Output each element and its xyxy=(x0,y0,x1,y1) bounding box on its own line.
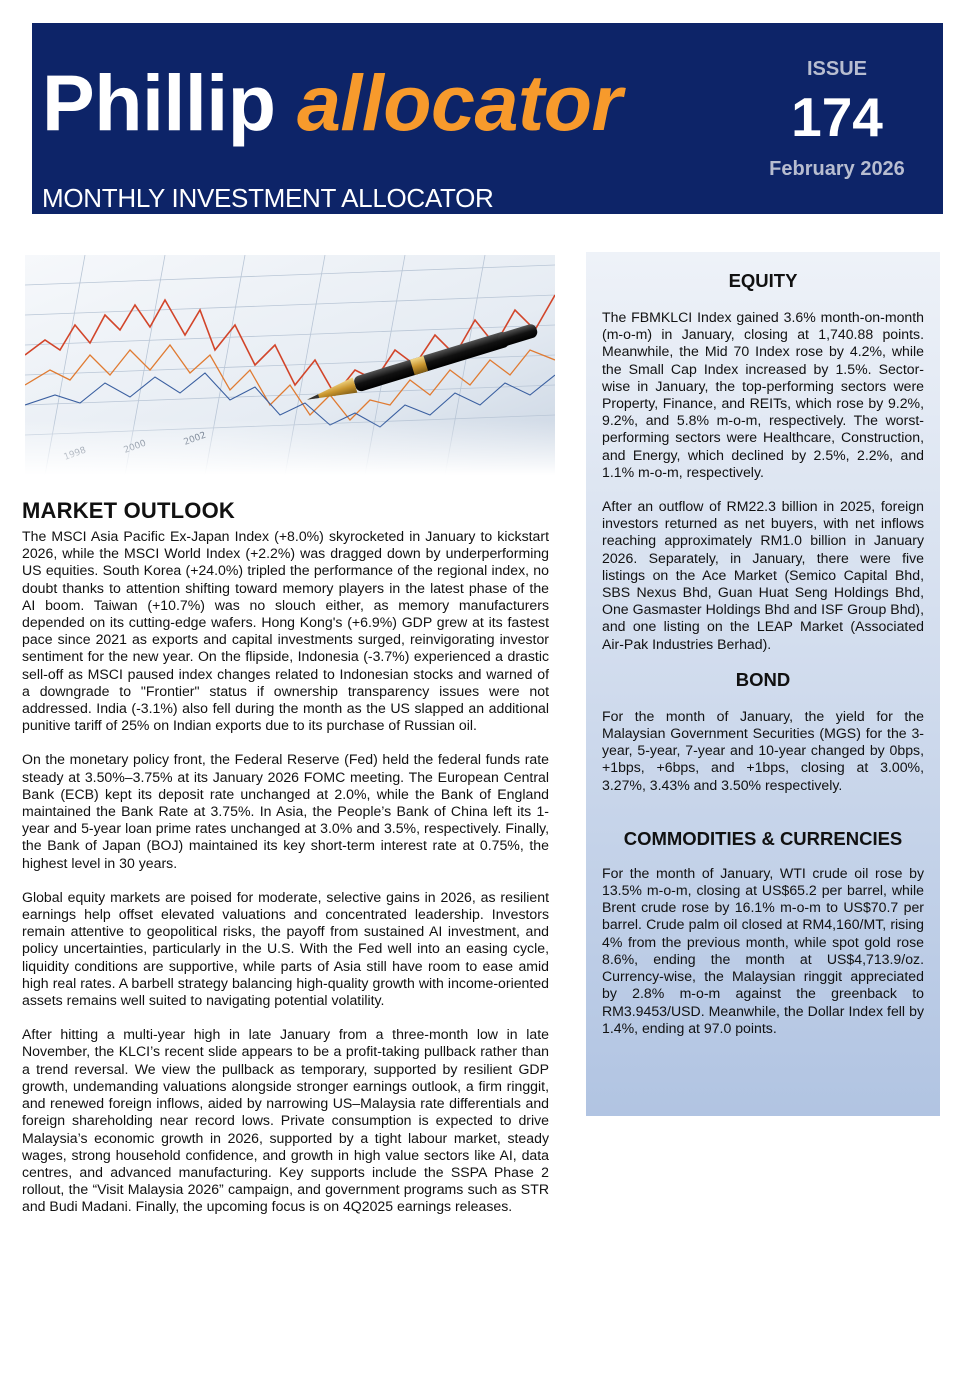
brand-logo xyxy=(42,58,622,147)
tagline: MONTHLY INVESTMENT ALLOCATOR xyxy=(42,183,494,213)
equity-title: EQUITY xyxy=(728,270,798,291)
market-outlook-paragraph-3: Global equity markets are poised for moderate, selective gains in 2026, as resilient earnings help offset elevated valuations and concentrated leadership. Investors remain attentive to geopolitical risks, the payoff from sustained AI investment, and policy uncertainties, particularly in the U.S. With the Fed well into an easing cycle, liquidity conditions are supportive, while parts of Asia still have room to ease amid high real rates. A barbell strategy balancing high-quality growth with income-oriented assets remains well suited to navigating potential volatility. xyxy=(22,888,549,1009)
commodities-currencies-title: COMMODITIES & CURRENCIES xyxy=(623,827,903,849)
market-outlook-section xyxy=(22,498,549,1233)
bond-paragraph-1: For the month of January, the yield for the Malaysian Government Securities (MGS) for the 3-year, 5-year, 7-year and 10-year changed by 0bps, +1bps, +6bps, and +1bps, closing at 3.00%, 3.27%, 3.43% and 3.50% respectively. xyxy=(602,707,924,793)
issue-number: 174 xyxy=(791,86,883,148)
sidebar-panel xyxy=(586,252,940,1116)
masthead-banner xyxy=(32,23,943,214)
equity-paragraph-2: After an outflow of RM22.3 billion in 2025, foreign investors returned as net buyers, with net inflows reaching approximately RM1.0 billion in January 2026. Separately, in January, there were five listings on the Ace Market (Semico Capital Bhd, SBS Nexus Bhd, Guan Huat Seng Holdings Bhd, One Gasmaster Holdings Bhd and ISF Group Bhd), and one listing on the LEAP Market (Associated Air-Pak Industries Berhad). xyxy=(602,498,924,652)
brand-word-phillip: Phillip xyxy=(42,58,276,147)
brand-word-allocator: allocator xyxy=(296,58,622,147)
market-outlook-paragraph-1: The MSCI Asia Pacific Ex-Japan Index (+8.0%) skyrocketed in January to kickstart 2026, while the MSCI World Index (+2.2%) was dragged down by underperforming US equities. South Korea (+24.0%) tripled the performance of the regional index, no doubt thanks to attention shifting toward memory players in the latest phase of the AI boom. Taiwan (+10.7%) was no slouch either, as memory manufacturers depended on its cutting-edge wafers. Hong Kong's (+6.9%) GDP grew at its fastest pace since 2021 as exports and capital investments surged, reinvigorating investor sentiment for the new year. On the flipside, Indonesia (-3.7%) experienced a drastic sell-off as MSCI paused index changes related to Indonesian stocks and warned of a downgrade to "Frontier" status if ownership transparency issues were not addressed. India (-3.1%) also fell during the month as the US slapped an additional punitive tariff of 25% on Indian exports due to its purchase of Russian oil. xyxy=(22,528,549,734)
commodities-paragraph-1: For the month of January, WTI crude oil rose by 13.5% m-o-m, closing at US$65.2 per barrel, while Brent crude rose by 16.1% m-o-m to US$70.7 per barrel. Crude palm oil closed at RM4,160/MT, rising 4% from the previous month, while spot gold rose 8.6%, ending the month at US$4,713.9/oz. Currency-wise, the Malaysian ringgit appreciated by 2.8% m-o-m against the greenback to RM3.9453/USD. Meanwhile, the Dollar Index fell by 1.4%, ending at 97.0 points. xyxy=(602,864,924,1036)
issue-date: February 2026 xyxy=(769,158,905,180)
market-outlook-title: MARKET OUTLOOK xyxy=(22,498,236,523)
market-outlook-paragraph-4: After hitting a multi-year high in late January from a three-month low in late November, the KLCI’s recent slide appears to be a profit-taking pullback rather than a trend reversal. We view the pullback as temporary, supported by resilient GDP growth, undemanding valuations alongside stronger earnings outlook, a firm ringgit, and renewed foreign inflows, aided by narrowing US–Malaysia rate differentials and foreign shareholding near record lows. Private consumption is expected to drive Malaysia’s economic growth in 2026, supported by a tight labour market, steady wages, strong household confidence, and growth in high value sectors like AI, data centres, and advanced manufacturing. Key supports include the SSPA Phase 2 rollout, the “Visit Malaysia 2026” campaign, and government programs such as STR and Budi Madani. Finally, the upcoming focus is on 4Q2025 earnings releases. xyxy=(22,1026,549,1215)
market-outlook-paragraph-2: On the monetary policy front, the Federal Reserve (Fed) held the federal funds rate steady at 3.50%–3.75% at its January 2026 FOMC meeting. The European Central Bank (ECB) kept its deposit rate unchanged at 2.0%, while the Bank of England maintained the Bank Rate at 3.75%. In Asia, the People’s Bank of China left its 1-year and 5-year loan prime rates unchanged at 3.0% and 3.5%, respectively. Finally, the Bank of Japan (BOJ) maintained its key short-term interest rate at 0.75%, the highest level in 30 years. xyxy=(22,751,549,871)
bond-title: BOND xyxy=(735,668,791,690)
issue-label: ISSUE xyxy=(806,58,868,80)
financial-chart-with-pen-image xyxy=(25,255,555,475)
equity-paragraph-1: The FBMKLCI Index gained 3.6% month-on-month (m-o-m) in January, closing at 1,740.88 points. Meanwhile, the Mid 70 Index rose by 4.2%, while the Small Cap Index increased by 1.5%. Sector-wise in January, the top-performing sectors were Property, Finance, and REITs, which rose by 9.2%, 9.2%, and 5.8% m-o-m, respectively. The worst-performing sectors were Healthcare, Construction, and Energy, which declined by 2.5%, 2.2%, and 1.1% m-o-m, respectively. xyxy=(602,309,924,480)
